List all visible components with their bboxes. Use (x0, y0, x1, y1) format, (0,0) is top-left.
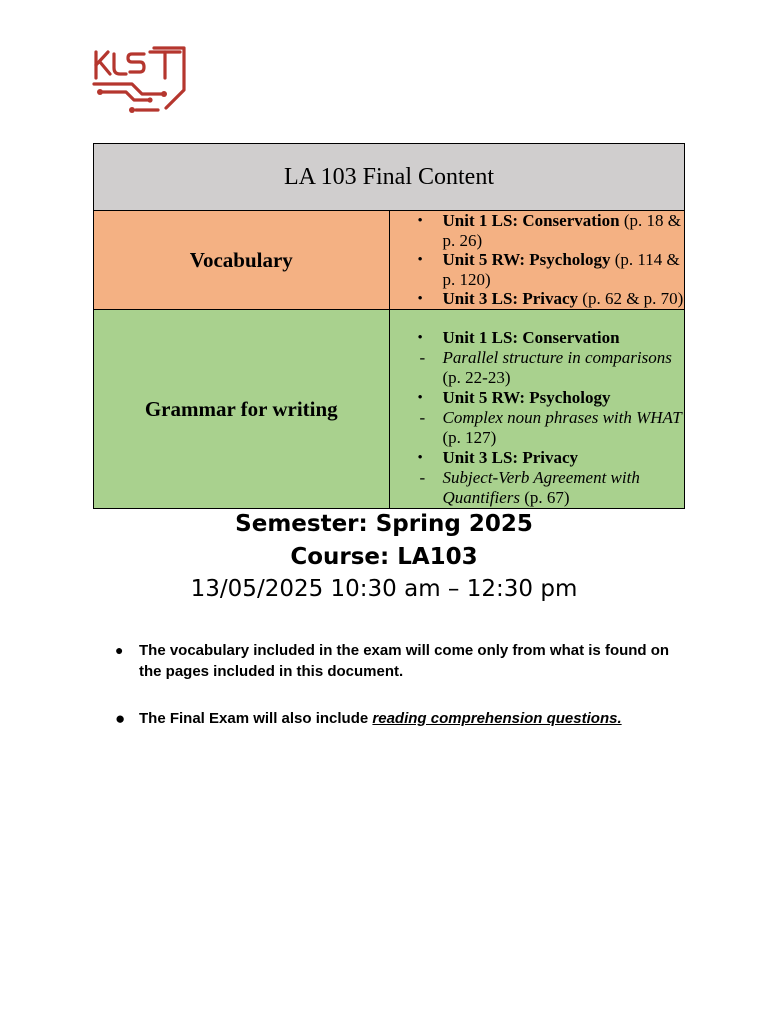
grammar-topic: Complex noun phrases with WHAT (442, 408, 682, 427)
logo-text: KUST (92, 44, 95, 45)
unit-name: Unit 3 LS: Privacy (442, 448, 579, 467)
list-item (390, 448, 685, 507)
bullet-icon: • (417, 390, 423, 406)
unit-name: Unit 3 LS: Privacy (442, 289, 579, 308)
grammar-label-text: Grammar for writing (144, 396, 338, 421)
list-item (390, 388, 685, 447)
bullet-icon: • (417, 330, 423, 346)
page-ref: (p. 114 & p. 120) (442, 250, 680, 289)
final-content-table (93, 143, 685, 509)
unit-name: Unit 1 LS: Conservation (442, 328, 620, 347)
page-ref: (p. 22-23) (442, 368, 511, 387)
dash-marker: - (419, 348, 426, 367)
page-ref: (p. 67) (519, 488, 570, 507)
page-ref: (p. 18 & p. 26) (442, 211, 681, 250)
grammar-items (389, 310, 685, 509)
note-text: The vocabulary included in the exam will come only from what is found on the pages included in this document. (139, 642, 670, 680)
page-ref: (p. 127) (442, 428, 497, 447)
grammar-row (94, 310, 685, 509)
bullet-icon: • (417, 213, 423, 229)
unit-name: Unit 5 RW: Psychology (442, 388, 611, 407)
bullet-icon: ● (115, 642, 124, 658)
list-item (390, 211, 685, 250)
list-item (390, 250, 685, 289)
note-item (113, 640, 688, 682)
course-heading: Course: LA103 (290, 544, 478, 570)
grammar-topic: Subject-Verb Agreement with Quantifiers (442, 468, 640, 507)
kust-logo (92, 44, 188, 120)
bullet-icon: • (417, 252, 423, 268)
grammar-topic: Parallel structure in comparisons (442, 348, 672, 367)
bullet-icon: • (417, 291, 423, 307)
note-text: The Final Exam will also include (139, 710, 373, 727)
exam-datetime: 13/05/2025 10:30 am – 12:30 pm (190, 576, 578, 602)
vocabulary-items (389, 211, 685, 310)
unit-name: Unit 1 LS: Conservation (442, 211, 620, 230)
list-item (390, 289, 685, 309)
exam-notes (113, 640, 688, 755)
note-emphasis: reading comprehension questions. (372, 710, 622, 727)
dash-marker: - (419, 408, 426, 427)
bullet-icon: ● (115, 709, 126, 728)
table-title: LA 103 Final Content (94, 144, 685, 211)
vocabulary-label-text: Vocabulary (189, 247, 293, 272)
grammar-label (94, 310, 390, 509)
list-item (390, 328, 685, 387)
vocabulary-label (94, 211, 390, 310)
dash-marker: - (419, 468, 426, 487)
unit-name: Unit 5 RW: Psychology (442, 250, 611, 269)
semester-heading: Semester: Spring 2025 (235, 511, 533, 537)
note-item (113, 708, 688, 729)
kust-logo-mark (92, 44, 188, 120)
bullet-icon: • (417, 450, 423, 466)
table-title-row (94, 144, 685, 211)
page-ref: (p. 62 & p. 70) (578, 289, 684, 308)
vocabulary-row (94, 211, 685, 310)
